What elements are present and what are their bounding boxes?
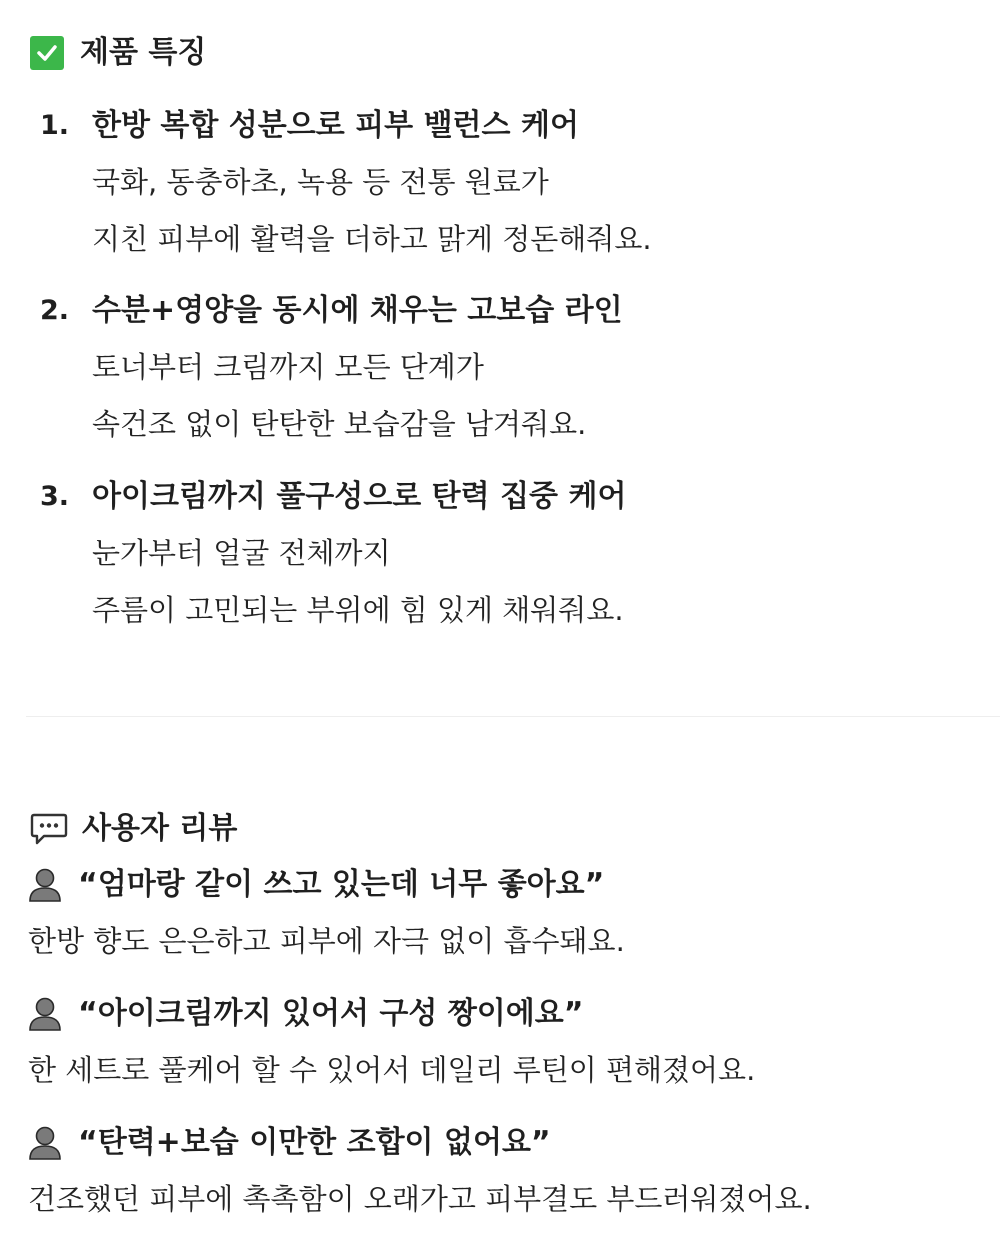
feature-number: 1.	[40, 110, 70, 141]
feature-title: 아이크림까지 풀구성으로 탄력 집중 케어	[92, 479, 627, 514]
feature-description-line: 토너부터 크림까지 모든 단계가	[92, 350, 484, 384]
review-body: 건조했던 피부에 촉촉함이 오래가고 피부결도 부드러워졌어요.	[28, 1182, 812, 1216]
review-title	[28, 994, 583, 1034]
review-title	[28, 1123, 551, 1163]
feature-number: 3.	[40, 481, 70, 512]
reviews-heading-text: 사용자 리뷰	[82, 811, 238, 846]
feature-title: 한방 복합 성분으로 피부 밸런스 케어	[92, 108, 579, 143]
feature-title: 수분+영양을 동시에 채우는 고보습 라인	[92, 293, 623, 328]
feature-description-line: 주름이 고민되는 부위에 힘 있게 채워줘요.	[92, 593, 624, 627]
person-icon	[28, 867, 62, 903]
review-title-text: “아이크림까지 있어서 구성 짱이에요”	[78, 996, 584, 1031]
review-title-text: “탄력+보습 이만한 조합이 없어요”	[78, 1125, 551, 1160]
feature-description-line: 속건조 없이 탄탄한 보습감을 남겨줘요.	[92, 407, 587, 441]
feature-number: 2.	[40, 295, 70, 326]
person-icon	[28, 996, 62, 1032]
speech-bubble-icon	[30, 812, 68, 846]
check-mark-icon	[30, 36, 64, 70]
section-divider	[26, 716, 1000, 717]
person-icon	[28, 1125, 62, 1161]
review-title	[28, 865, 604, 905]
feature-description-line: 눈가부터 얼굴 전체까지	[92, 536, 391, 570]
feature-description-line: 국화, 동충하초, 녹용 등 전통 원료가	[92, 165, 549, 199]
features-heading	[30, 33, 206, 73]
review-title-text: “엄마랑 같이 쓰고 있는데 너무 좋아요”	[78, 867, 605, 902]
features-heading-text: 제품 특징	[80, 35, 207, 70]
review-body: 한 세트로 풀케어 할 수 있어서 데일리 루틴이 편해졌어요.	[28, 1053, 756, 1087]
feature-description-line: 지친 피부에 활력을 더하고 맑게 정돈해줘요.	[92, 222, 652, 256]
reviews-heading	[30, 809, 237, 849]
review-body: 한방 향도 은은하고 피부에 자극 없이 흡수돼요.	[28, 924, 625, 958]
